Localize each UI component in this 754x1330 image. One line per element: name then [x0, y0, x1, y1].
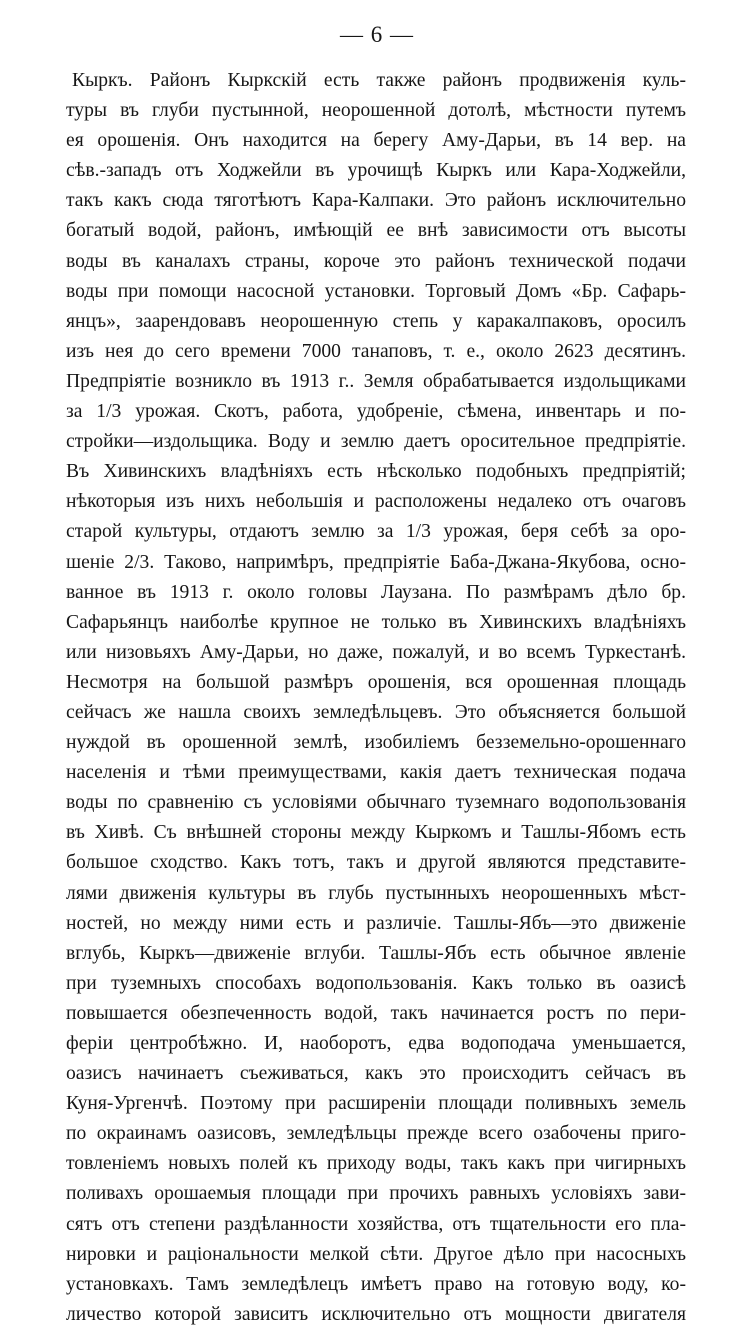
- text-line: повышается обезпеченность водой, такъ начинается ростъ по пери-: [66, 1002, 686, 1024]
- text-line: воды по сравненію съ условіями обычнаго туземнаго водопользованія: [66, 792, 686, 814]
- text-line: стройки—издольщика. Воду и землю даетъ оросительное предпріятіе.: [66, 431, 686, 453]
- page-number: — 6 —: [340, 22, 414, 47]
- text-line: сятъ отъ степени раздѣланности хозяйства, отъ тщательности его пла-: [66, 1213, 686, 1235]
- text-line: оазисъ начинаетъ съеживаться, какъ это происходитъ сейчасъ въ: [66, 1063, 686, 1085]
- text-line: личество которой зависитъ исключительно отъ мощности двигателя: [66, 1303, 686, 1325]
- text-line: населенія и тѣми преимуществами, какія даетъ техническая подача: [66, 762, 686, 784]
- text-line: Кыркъ. Районъ Кыркскій есть также районъ продвиженія куль-: [72, 70, 686, 91]
- text-line: Сафарьянцъ наиболѣе крупное не только въ Хивинскихъ владѣніяхъ: [66, 611, 686, 633]
- text-line: такъ какъ сюда тяготѣютъ Кара-Калпаки. Это районъ исключительно: [66, 190, 686, 212]
- text-line: поливахъ орошаемыя площади при прочихъ равныхъ условіяхъ зави-: [66, 1183, 686, 1205]
- text-line: нѣкоторыя изъ нихъ небольшія и расположены недалеко отъ очаговъ: [66, 491, 686, 513]
- text-line: воды при помощи насосной установки. Торговый Домъ «Бр. Сафарь-: [66, 280, 686, 302]
- text-line: ванное въ 1913 г. около головы Лаузана. По размѣрамъ дѣло бр.: [66, 581, 686, 603]
- text-line: феріи центробѣжно. И, наоборотъ, едва водоподача уменьшается,: [66, 1033, 686, 1054]
- text-line: воды въ каналахъ страны, короче это районъ технической подачи: [66, 250, 686, 272]
- text-line: шеніе 2/3. Таково, напримѣръ, предпріятіе Баба-Джана-Якубова, осно-: [66, 551, 686, 573]
- text-line: ностей, но между ними есть и различіе. Ташлы-Ябъ—это движеніе: [66, 912, 686, 934]
- text-line: Куня-Ургенчѣ. Поэтому при расширеніи площади поливныхъ земель: [66, 1093, 686, 1115]
- text-line: установкахъ. Тамъ земледѣлецъ имѣетъ право на готовую воду, ко-: [66, 1273, 686, 1295]
- text-line: за 1/3 урожая. Скотъ, работа, удобреніе, сѣмена, инвентарь и по-: [66, 401, 686, 423]
- text-line: янцъ», заарендовавъ неорошенную степь у каракалпаковъ, оросилъ: [66, 310, 686, 332]
- text-line: вглубь, Кыркъ—движеніе вглуби. Ташлы-Ябъ есть обычное явленіе: [66, 942, 686, 964]
- text-line: по окраинамъ оазисовъ, земледѣльцы прежде всего озабочены приго-: [66, 1123, 686, 1145]
- text-line: при туземныхъ способахъ водопользованія. Какъ только въ оазисѣ: [66, 972, 686, 994]
- text-line: Предпріятіе возникло въ 1913 г.. Земля обрабатывается издольщиками: [66, 370, 686, 392]
- text-line: старой культуры, отдаютъ землю за 1/3 урожая, беря себѣ за оро-: [66, 521, 686, 543]
- text-line: сѣв.-западъ отъ Ходжейли въ урочищѣ Кыркъ или Кара-Ходжейли,: [66, 160, 686, 182]
- text-line: или низовьяхъ Аму-Дарьи, но даже, пожалуй, и во всемъ Туркестанѣ.: [66, 641, 686, 663]
- text-line: ея орошенія. Онъ находится на берегу Аму-Дарьи, въ 14 вер. на: [66, 130, 686, 152]
- text-line: туры въ глуби пустынной, неорошенной дотолѣ, мѣстности путемъ: [66, 100, 686, 122]
- text-line: сейчасъ же нашла своихъ земледѣльцевъ. Это объясняется большой: [66, 701, 686, 723]
- text-line: изъ нея до сего времени 7000 танаповъ, т. е., около 2623 десятинъ.: [66, 340, 686, 362]
- text-line: товленіемъ новыхъ полей къ приходу воды, такъ какъ при чигирныхъ: [66, 1153, 686, 1175]
- text-line: Несмотря на большой размѣръ орошенія, вся орошенная площадь: [66, 671, 686, 693]
- text-line: лями движенія культуры въ глубь пустынныхъ неорошенныхъ мѣст-: [66, 882, 686, 904]
- text-line: въ Хивѣ. Съ внѣшней стороны между Кыркомъ и Ташлы-Ябомъ есть: [66, 822, 686, 844]
- text-line: Въ Хивинскихъ владѣніяхъ есть нѣсколько подобныхъ предпріятій;: [66, 461, 686, 483]
- text-line: богатый водой, районъ, имѣющій ее внѣ зависимости отъ высоты: [66, 220, 686, 242]
- body-text: [66, 66, 686, 1330]
- text-line: нуждой въ орошенной землѣ, изобиліемъ безземельно-орошеннаго: [66, 732, 686, 754]
- text-line: большое сходство. Какъ тотъ, такъ и другой являются представите-: [66, 852, 686, 874]
- text-line: нировки и раціональности мелкой сѣти. Другое дѣло при насосныхъ: [66, 1243, 686, 1265]
